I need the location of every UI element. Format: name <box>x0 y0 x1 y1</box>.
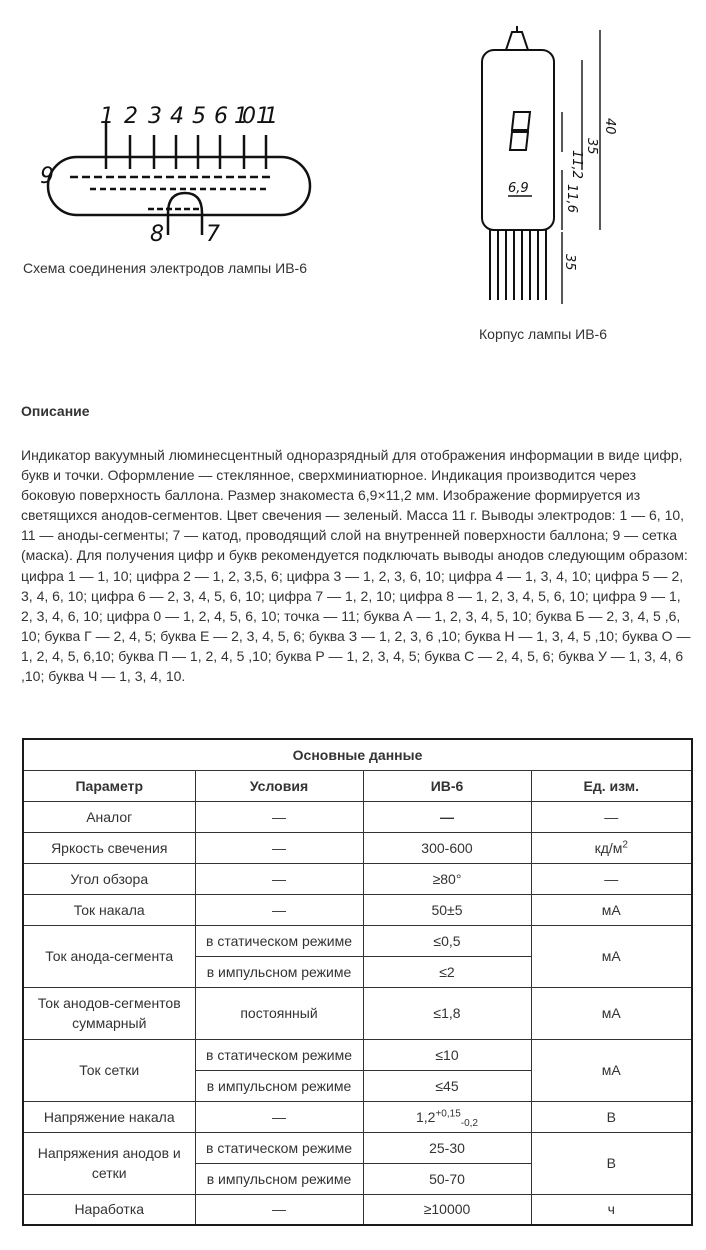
table-row <box>23 1132 692 1163</box>
pin-label-4: 4 <box>170 104 184 129</box>
row-cond: в статическом режиме <box>195 925 363 956</box>
row-unit: мА <box>531 894 692 925</box>
row-unit: — <box>531 863 692 894</box>
row-value: ≤10 <box>363 1039 531 1070</box>
row-param: Ток сетки <box>23 1039 195 1101</box>
row-value <box>363 1101 531 1132</box>
housing-caption: Корпус лампы ИВ-6 <box>479 326 608 342</box>
row-cond: в импульсном режиме <box>195 1163 363 1194</box>
value-base: 1,2 <box>415 1108 436 1125</box>
row-cond: — <box>195 894 363 925</box>
section-title: Описание <box>21 403 90 419</box>
row-param: Угол обзора <box>23 863 195 894</box>
table-header-row <box>23 770 692 801</box>
row-cond: — <box>195 1194 363 1225</box>
row-unit: мА <box>531 925 692 987</box>
row-param: Аналог <box>23 801 195 832</box>
table-row <box>23 832 692 863</box>
row-value: 50±5 <box>363 894 531 925</box>
row-value: ≥10000 <box>363 1194 531 1225</box>
header-conditions: Условия <box>195 770 363 801</box>
table-row <box>23 801 692 832</box>
row-param: Яркость свечения <box>23 832 195 863</box>
row-unit: ч <box>531 1194 692 1225</box>
pin-label-6: 6 <box>214 104 228 129</box>
row-cond: в импульсном режиме <box>195 1070 363 1101</box>
row-unit: мА <box>531 987 692 1039</box>
table-row <box>23 1101 692 1132</box>
table-title: Основные данные <box>23 739 692 770</box>
pin-label-7: 7 <box>206 222 220 245</box>
row-cond: — <box>195 801 363 832</box>
row-param: Ток анодов-сегментов суммарный <box>23 987 195 1039</box>
row-param: Ток анода-сегмента <box>23 925 195 987</box>
pin-label-9: 9 <box>40 164 54 189</box>
dim-35-lower: 35 <box>562 254 577 271</box>
table-row <box>23 1194 692 1225</box>
dim-40: 40 <box>602 118 617 135</box>
row-unit: В <box>531 1101 692 1132</box>
table-row <box>23 925 692 956</box>
row-value: 50-70 <box>363 1163 531 1194</box>
row-param: Напряжение накала <box>23 1101 195 1132</box>
row-value: — <box>363 801 531 832</box>
pin-label-11: 11 <box>256 104 278 129</box>
row-cond: в импульсном режиме <box>195 956 363 987</box>
header-unit: Ед. изм. <box>531 770 692 801</box>
row-param: Наработка <box>23 1194 195 1225</box>
row-unit: — <box>531 801 692 832</box>
pin-label-5: 5 <box>192 104 206 129</box>
row-cond: — <box>195 832 363 863</box>
pin-label-2: 2 <box>124 104 138 129</box>
dim-11-2: 11,2 <box>569 150 584 179</box>
table-row <box>23 987 692 1039</box>
pin-label-10: 10 <box>234 104 256 129</box>
row-param: Напряжения анодов и сетки <box>23 1132 195 1194</box>
unit-base: кд/м <box>594 839 623 856</box>
header-param: Параметр <box>23 770 195 801</box>
electrode-scheme-diagram <box>30 95 320 245</box>
specs-table <box>22 738 693 1226</box>
row-cond: в статическом режиме <box>195 1039 363 1070</box>
pin-label-1: 1 <box>100 104 114 129</box>
table-title-row <box>23 739 692 770</box>
row-value: 300-600 <box>363 832 531 863</box>
table-row <box>23 863 692 894</box>
scheme-caption: Схема соединения электродов лампы ИВ-6 <box>23 260 307 276</box>
header-iv6: ИВ-6 <box>363 770 531 801</box>
dim-35-upper: 35 <box>584 138 599 155</box>
row-value: 25-30 <box>363 1132 531 1163</box>
row-value: ≤2 <box>363 956 531 987</box>
pin-label-3: 3 <box>148 104 162 129</box>
row-cond: — <box>195 1101 363 1132</box>
row-cond: — <box>195 863 363 894</box>
row-value: ≥80° <box>363 863 531 894</box>
dim-11-6: 11,6 <box>564 184 579 213</box>
pin-label-8: 8 <box>150 222 164 245</box>
row-value: ≤1,8 <box>363 987 531 1039</box>
row-cond: в статическом режиме <box>195 1132 363 1163</box>
value-tolerance-plus: +0,15 <box>435 1107 461 1119</box>
description-text: Индикатор вакуумный люминесцентный одноразрядный для отображения информации в виде цифр, букв и точки. Оформление — стеклянное, сверхминиатюрное. Индикация производится через боковую поверхность баллона. Размер знакоместа 6,9×11,2 мм. Изображение формируется из светящихся анодов-сегментов. Цвет свечения — зеленый. Масса 11 г. Выводы электродов: 1 — 6, 10, 11 — аноды-сегменты; 7 — катод, проводящий слой на внутренней поверхности баллона; 9 — сетка (маска). Для получения цифр и букв рекомендуется подключать выводы анодов следующим образом: цифра 1 — 1, 10; цифра 2 — 1, 2, 3,5, 6; цифра 3 — 1, 2, 3, 6, 10; цифра 4 — 1, 3, 4, 10; цифра 5 — 2, 3, 4, 6, 10; цифра 6 — 2, 3, 4, 5, 6, 10; цифра 7 — 1, 2, 10; цифра 8 — 1, 2, 3, 4, 5, 6, 10; цифра 9 — 1, 2, 3, 4, 6, 10; цифра 0 — 1, 2, 4, 5, 6, 10; точка — 11; буква А — 1, 2, 3, 4, 5, 10; буква Б — 2, 3, 4, 5 ,6, 10; буква Г — 2, 4, 5; буква Е — 2, 3, 4, 5, 6; буква З — 1, 2, 3, 6 ,10; буква Н — 1, 3, 4, 5 ,10; буква О — 1, 2, 4, 5, 6,10; буква П — 1, 2, 4, 5 ,10; буква Р — 1, 2, 3, 4, 5; буква С — 2, 4, 5, 6; буква У — 1, 3, 4, 6 ,10; буква Ч — 1, 3, 4, 10. <box>21 447 691 685</box>
value-tolerance-minus: -0,2 <box>460 1117 478 1129</box>
dim-6-9: 6,9 <box>508 181 529 196</box>
row-value: ≤0,5 <box>363 925 531 956</box>
table-row <box>23 894 692 925</box>
row-cond: постоянный <box>195 987 363 1039</box>
row-unit <box>531 832 692 863</box>
row-unit: В <box>531 1132 692 1194</box>
lamp-housing-diagram <box>470 20 620 310</box>
table-row <box>23 1039 692 1070</box>
row-param: Ток накала <box>23 894 195 925</box>
unit-sup: 2 <box>622 838 628 850</box>
row-unit: мА <box>531 1039 692 1101</box>
row-value: ≤45 <box>363 1070 531 1101</box>
